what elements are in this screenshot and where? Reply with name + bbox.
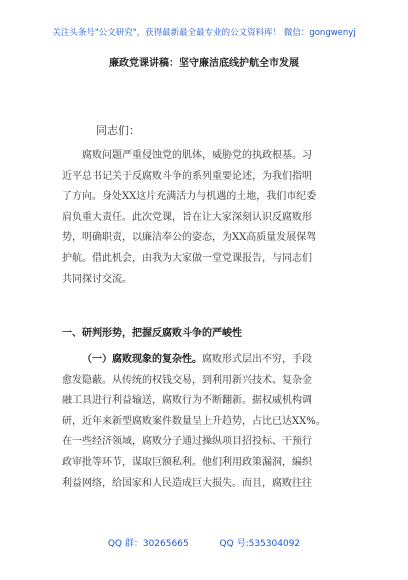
paragraph-line: 在一些经济领域，腐败分子通过操纵项目招投标、干预行 xyxy=(62,436,312,448)
paragraph-line: 融工具进行利益输送，腐败行为不断翻新。据权威机构调 xyxy=(62,395,312,407)
header-banner: 关注头条号"公文研究"，获得最新最全最专业的公文资料库！ 微信：gongwenyj xyxy=(52,28,356,38)
paragraph-line: 护航。借此机会，由我为大家做一堂党课报告，与同志们 xyxy=(62,252,312,264)
footer xyxy=(0,536,408,549)
paragraph-line: 愈发隐蔽。从传统的权钱交易，到利用新兴技术、复杂金 xyxy=(62,374,312,386)
paragraph-line: 政审批等环节，谋取巨额私利。他们利用政策漏洞，编织 xyxy=(62,456,312,468)
intro-paragraph xyxy=(62,146,350,290)
section-paragraph xyxy=(62,350,350,494)
paragraph-text: 腐败形式层出不穷，手段 xyxy=(202,354,312,365)
paragraph-line: 研，近年来新型腐败案件数量呈上升趋势，占比已达XX%。 xyxy=(62,415,326,427)
paragraph-line: 共同探讨交流。 xyxy=(62,273,132,285)
footer-qq-group: QQ 群：30265665 xyxy=(107,539,189,549)
paragraph-line: 腐败问题严重侵蚀党的肌体，威胁党的执政根基。习 xyxy=(82,150,312,161)
paragraph-line: 近平总书记关于反腐败斗争的系列重要论述，为我们指明 xyxy=(62,170,312,182)
paragraph-line: 利益网络，给国家和人民造成巨大损失。而且，腐败往往 xyxy=(62,477,312,489)
paragraph-line: 势，明确职责，以廉洁奉公的姿态，为XX高质量发展保驾 xyxy=(62,232,317,244)
greeting: 同志们： xyxy=(96,124,140,137)
paragraph-line: 肩负重大责任。此次党课，旨在让大家深刻认识反腐败形 xyxy=(62,211,312,223)
paragraph-line: 了方向。身处XX这片充满活力与机遇的土地，我们市纪委 xyxy=(62,191,317,203)
subsection-lead: （一）腐败现象的复杂性。 xyxy=(82,354,202,365)
section-heading: 一、研判形势，把握反腐败斗争的严峻性 xyxy=(62,328,242,339)
footer-qq-number: QQ 号:535304092 xyxy=(219,539,301,549)
page-title: 廉政党课讲稿：坚守廉洁底线护航全市发展 xyxy=(109,58,299,69)
paragraph-line xyxy=(62,350,350,371)
